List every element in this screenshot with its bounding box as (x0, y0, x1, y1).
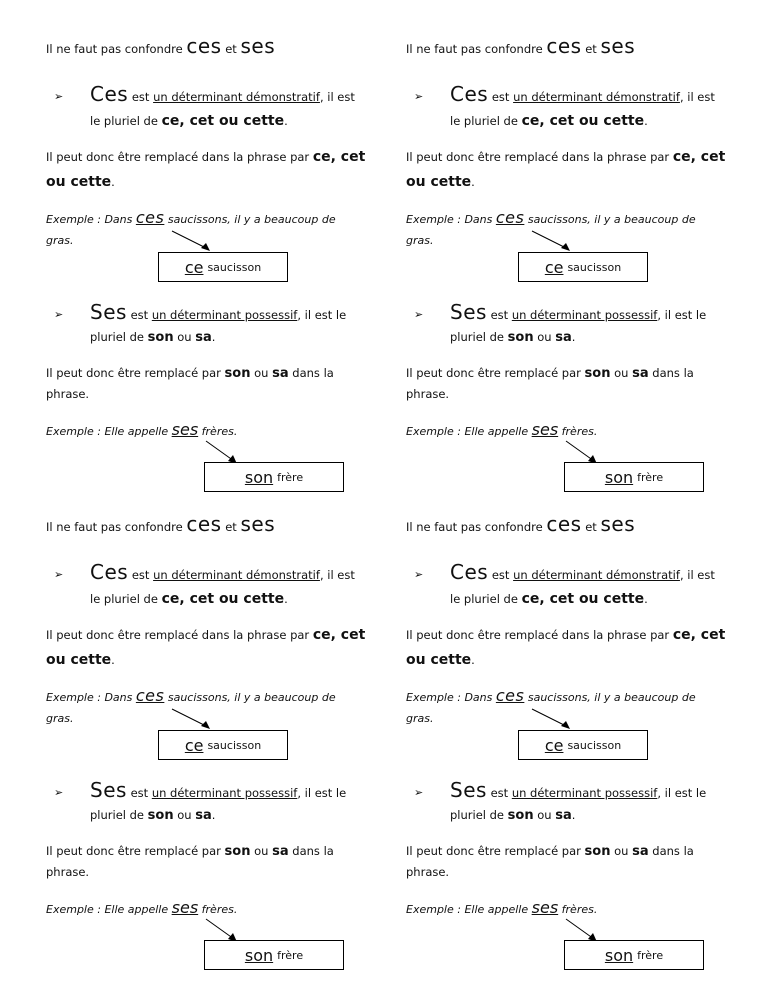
bullet-icon: ➢ (54, 786, 64, 799)
bullet-icon: ➢ (54, 308, 64, 321)
ses-definition-line: Ses est un déterminant possessif, il est le (90, 778, 347, 802)
arrow-icon (530, 231, 574, 253)
ces-replace-line-2: ou cette. (46, 174, 115, 190)
ce-saucisson-box: ce saucisson (158, 730, 288, 760)
bullet-icon: ➢ (414, 568, 424, 581)
ces-pluriel-line: le pluriel de ce, cet ou cette. (450, 591, 648, 607)
bullet-icon: ➢ (414, 308, 424, 321)
ces-replace-line: Il peut donc être remplacé dans la phrase par ce, cet (46, 149, 366, 165)
ses-replace-line-2: phrase. (46, 387, 90, 401)
intro-line: Il ne faut pas confondre ces et ses (46, 34, 276, 58)
ses-pluriel-line: pluriel de son ou sa. (90, 808, 216, 823)
ces-definition-line: Ces est un déterminant démonstratif, il est (90, 560, 355, 584)
ses-replace-line: Il peut donc être remplacé par son ou sa dans la (46, 844, 334, 859)
ses-example-line: Exemple : Elle appelle ses frères. (406, 420, 598, 439)
lesson-card-3 (46, 490, 386, 965)
ces-definition-line: Ces est un déterminant démonstratif, il est (450, 560, 715, 584)
son-frere-box: son frère (204, 462, 344, 492)
ses-replace-line: Il peut donc être remplacé par son ou sa dans la (406, 366, 694, 381)
ces-replace-line-2: ou cette. (46, 652, 115, 668)
ses-definition-line: Ses est un déterminant possessif, il est le (450, 300, 707, 324)
ses-replace-line: Il peut donc être remplacé par son ou sa dans la (406, 844, 694, 859)
ces-definition-line: Ces est un déterminant démonstratif, il est (450, 82, 715, 106)
ses-replace-line-2: phrase. (406, 865, 450, 879)
bullet-icon: ➢ (54, 568, 64, 581)
intro-line: Il ne faut pas confondre ces et ses (406, 34, 636, 58)
ses-replace-line-2: phrase. (46, 865, 90, 879)
ces-example-line-2: gras. (46, 234, 74, 247)
ces-example-line-2: gras. (46, 712, 74, 725)
ces-example-line-2: gras. (406, 712, 434, 725)
ces-pluriel-line: le pluriel de ce, cet ou cette. (450, 113, 648, 129)
ses-pluriel-line: pluriel de son ou sa. (450, 330, 576, 345)
ces-example-line-2: gras. (406, 234, 434, 247)
son-frere-box: son frère (564, 462, 704, 492)
ses-definition-line: Ses est un déterminant possessif, il est le (450, 778, 707, 802)
arrow-icon (170, 709, 214, 731)
ses-replace-line-2: phrase. (406, 387, 450, 401)
lesson-card-1 (46, 12, 386, 487)
ces-replace-line: Il peut donc être remplacé dans la phrase par ce, cet (46, 627, 366, 643)
ces-replace-line-2: ou cette. (406, 652, 475, 668)
ses-pluriel-line: pluriel de son ou sa. (450, 808, 576, 823)
intro-line: Il ne faut pas confondre ces et ses (46, 512, 276, 536)
ces-example-line: Exemple : Dans ces saucissons, il y a beaucoup de (406, 686, 696, 705)
ses-example-line: Exemple : Elle appelle ses frères. (406, 898, 598, 917)
ses-definition-line: Ses est un déterminant possessif, il est le (90, 300, 347, 324)
ces-example-line: Exemple : Dans ces saucissons, il y a beaucoup de (46, 686, 336, 705)
lesson-card-2 (406, 12, 746, 487)
ces-definition-line: Ces est un déterminant démonstratif, il est (90, 82, 355, 106)
lesson-card-4 (406, 490, 746, 965)
ses-example-line: Exemple : Elle appelle ses frères. (46, 420, 238, 439)
ces-replace-line-2: ou cette. (406, 174, 475, 190)
bullet-icon: ➢ (414, 90, 424, 103)
ces-pluriel-line: le pluriel de ce, cet ou cette. (90, 113, 288, 129)
ces-example-line: Exemple : Dans ces saucissons, il y a beaucoup de (46, 208, 336, 227)
ces-pluriel-line: le pluriel de ce, cet ou cette. (90, 591, 288, 607)
ses-pluriel-line: pluriel de son ou sa. (90, 330, 216, 345)
arrow-icon (170, 231, 214, 253)
ce-saucisson-box: ce saucisson (158, 252, 288, 282)
ce-saucisson-box: ce saucisson (518, 730, 648, 760)
ces-example-line: Exemple : Dans ces saucissons, il y a beaucoup de (406, 208, 696, 227)
bullet-icon: ➢ (414, 786, 424, 799)
ces-replace-line: Il peut donc être remplacé dans la phrase par ce, cet (406, 627, 726, 643)
ses-example-line: Exemple : Elle appelle ses frères. (46, 898, 238, 917)
son-frere-box: son frère (204, 940, 344, 970)
ces-replace-line: Il peut donc être remplacé dans la phrase par ce, cet (406, 149, 726, 165)
bullet-icon: ➢ (54, 90, 64, 103)
intro-line: Il ne faut pas confondre ces et ses (406, 512, 636, 536)
arrow-icon (530, 709, 574, 731)
ce-saucisson-box: ce saucisson (518, 252, 648, 282)
son-frere-box: son frère (564, 940, 704, 970)
ses-replace-line: Il peut donc être remplacé par son ou sa dans la (46, 366, 334, 381)
